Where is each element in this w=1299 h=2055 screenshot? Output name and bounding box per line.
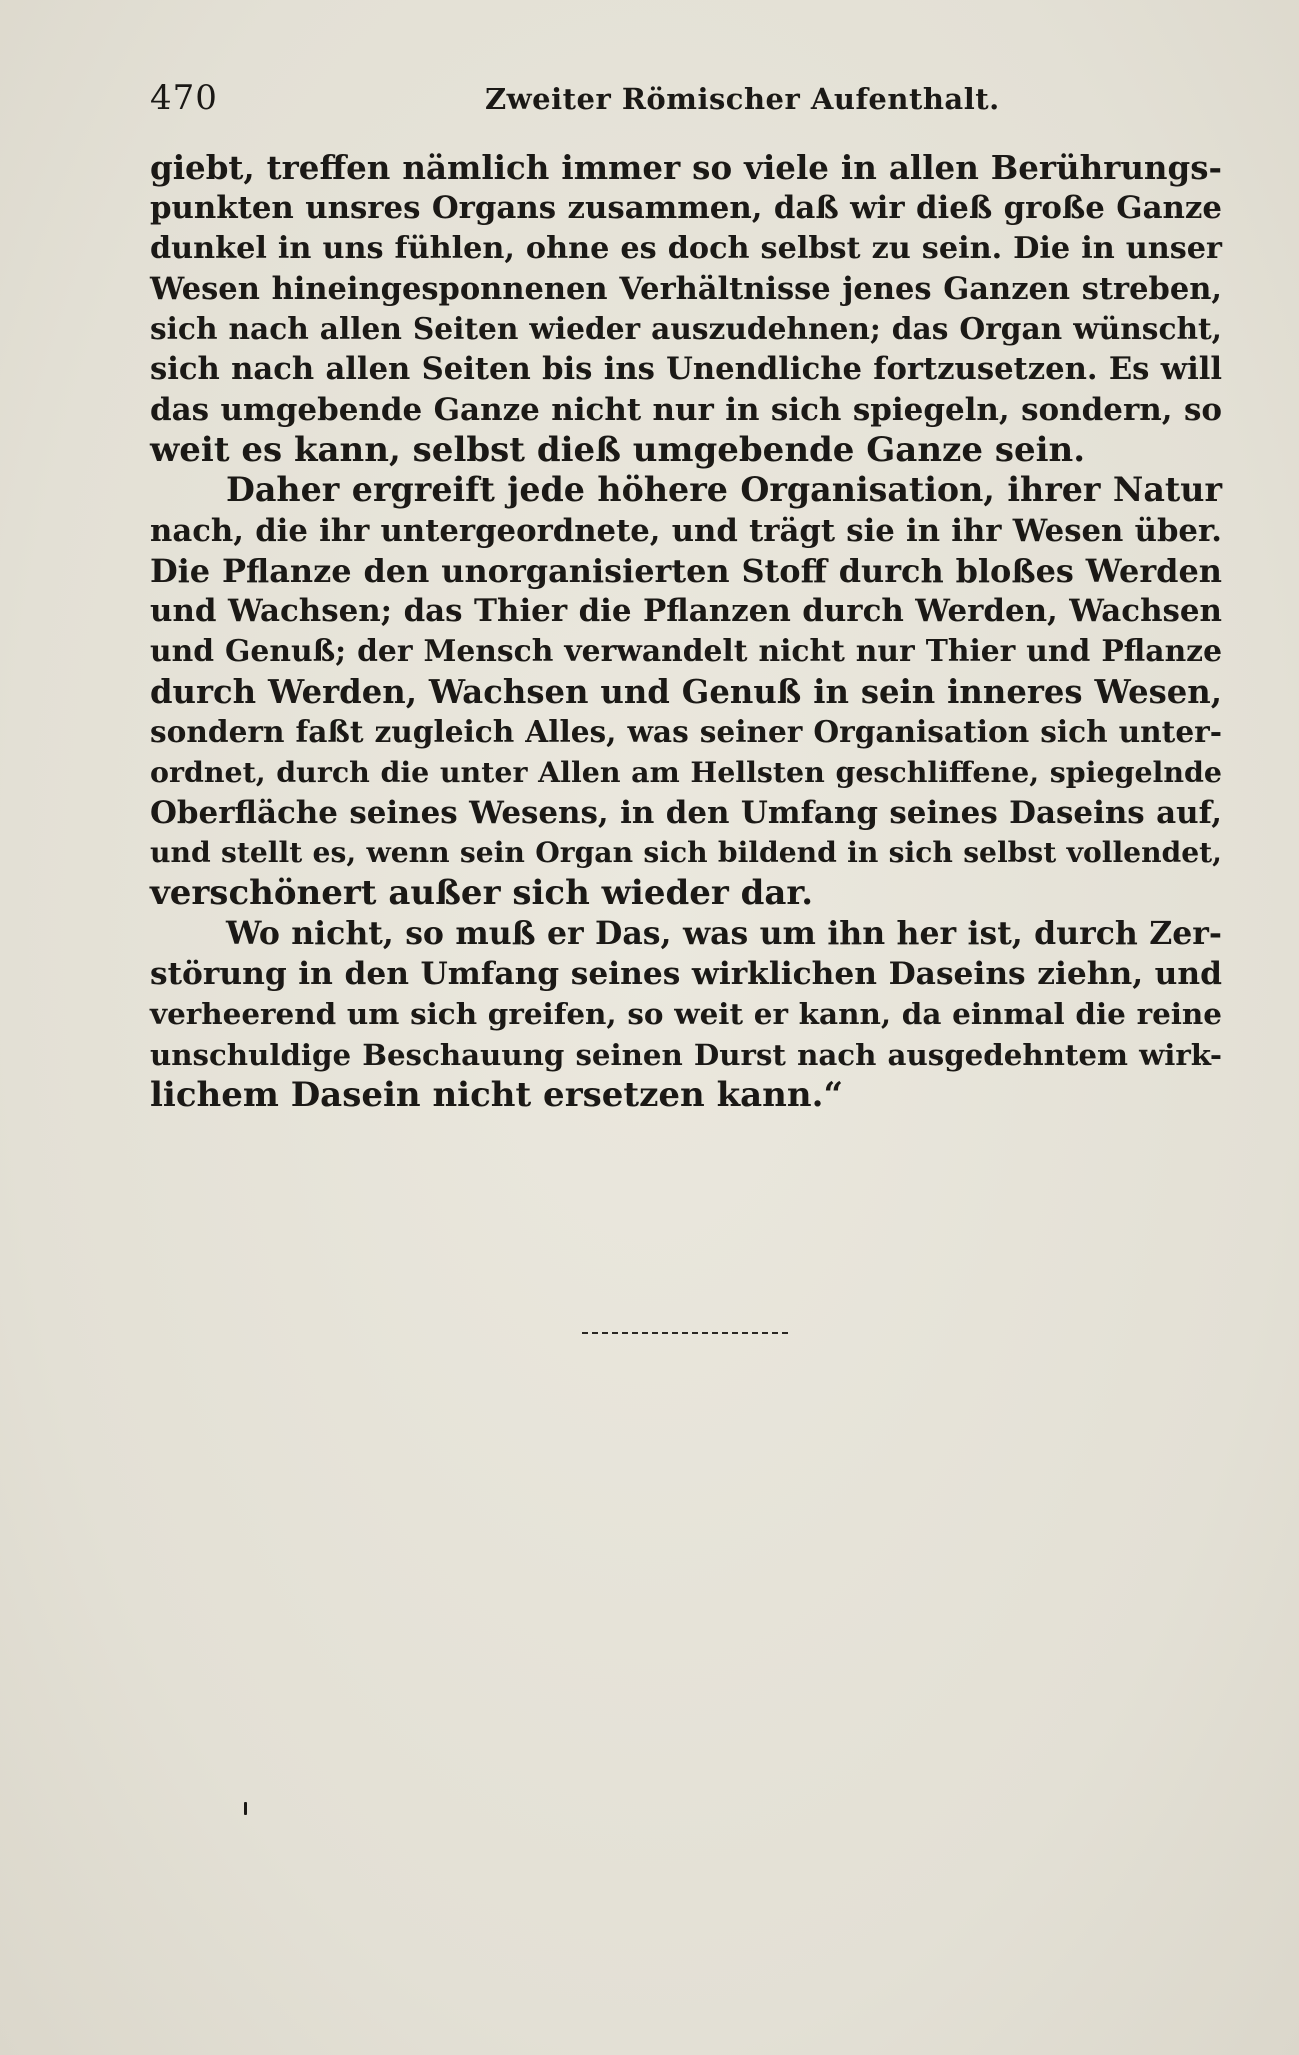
text-line: Die Pflanze den unorganisierten Stoff durch bloßes Werden — [150, 551, 1222, 590]
text-line: störung in den Umfang seines wirklichen Daseins ziehn, und — [150, 955, 1222, 992]
text-line: sich nach allen Seiten wieder auszudehnen; das Organ wünscht, — [150, 311, 1222, 347]
text-line: nach, die ihr untergeordnete, und trägt sie in ihr Wesen über. — [150, 512, 1222, 549]
text-line: Daher ergreift jede höhere Organisation, ihrer Natur — [226, 470, 1222, 510]
page-header — [150, 78, 1222, 128]
text-line: dunkel in uns fühlen, ohne es doch selbst zu sein. Die in unser — [150, 230, 1222, 266]
text-line: verheerend um sich greifen, so weit er kann, da einmal die reine — [150, 996, 1222, 1032]
text-line: Wesen hineingesponnenen Verhältnisse jenes Ganzen streben, — [150, 270, 1222, 307]
running-title: Zweiter Römischer Aufenthalt. — [485, 82, 1000, 116]
text-line: sich nach allen Seiten bis ins Unendliche fortzusetzen. Es will — [150, 351, 1222, 388]
text-line: und Wachsen; das Thier die Pflanzen durch Werden, Wachsen — [150, 593, 1222, 630]
text-line: Oberfläche seines Wesens, in den Umfang seines Daseins auf, — [150, 794, 1222, 831]
text-line: sondern faßt zugleich Alles, was seiner Organisation sich unter- — [150, 714, 1222, 750]
section-end-rule — [582, 1332, 788, 1334]
text-line: das umgebende Ganze nicht nur in sich spiegeln, sondern, so — [150, 391, 1222, 428]
text-line: unschuldige Beschauung seinen Durst nach ausgedehntem wirk- — [150, 1037, 1222, 1072]
body-text — [150, 148, 1222, 1115]
text-line: und Genuß; der Mensch verwandelt nicht nur Thier und Pflanze — [150, 633, 1222, 669]
text-line: punkten unsres Organs zusammen, daß wir dieß große Ganze — [150, 190, 1222, 227]
print-speck — [244, 1802, 247, 1815]
text-line: lichem Dasein nicht ersetzen kann.“ — [150, 1074, 843, 1115]
text-line: verschönert außer sich wieder dar. — [150, 873, 814, 914]
text-line: Wo nicht, so muß er Das, was um ihn her ist, durch Zer- — [226, 914, 1222, 952]
text-line: durch Werden, Wachsen und Genuß in sein inneres Wesen, — [150, 672, 1222, 711]
text-line: weit es kann, selbst dieß umgebende Ganze sein. — [150, 430, 1086, 471]
text-line: giebt, treffen nämlich immer so viele in allen Berührungs- — [150, 149, 1222, 187]
page-number: 470 — [150, 78, 218, 118]
text-line: und stellt es, wenn sein Organ sich bildend in sich selbst vollendet, — [150, 836, 1222, 870]
text-line: ordnet, durch die unter Allen am Hellsten geschliffene, spiegelnde — [150, 755, 1222, 790]
